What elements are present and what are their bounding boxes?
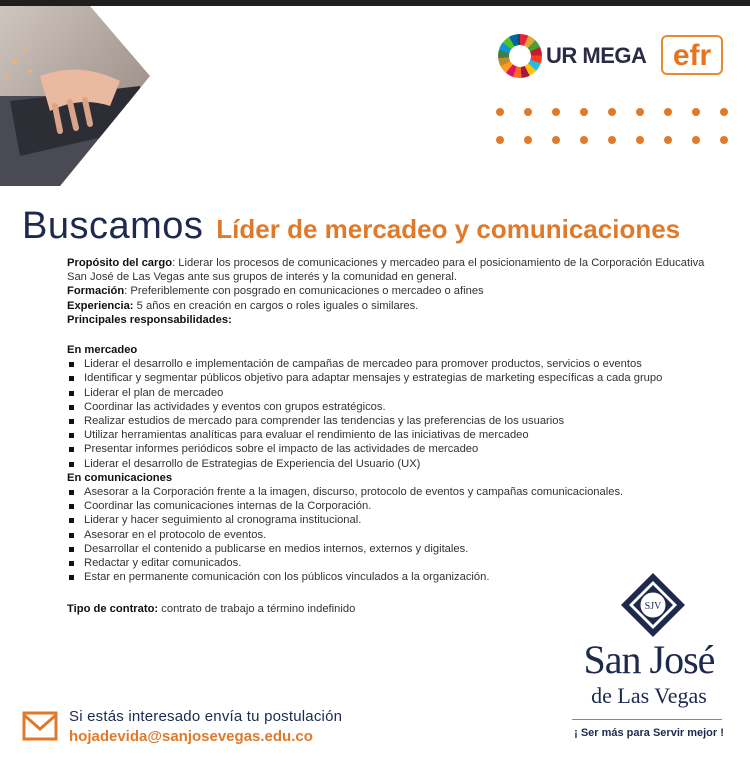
ur-mega-logo	[498, 34, 646, 78]
school-subtitle: de Las Vegas	[591, 683, 707, 708]
proposito	[67, 256, 727, 284]
formacion	[67, 284, 727, 298]
mercadeo-list	[67, 357, 727, 471]
emblem-monogram: SJV	[644, 601, 662, 612]
comunicaciones-label: En comunicaciones	[67, 471, 173, 484]
divider	[572, 719, 722, 720]
list-item: Presentar informes periódicos sobre el impacto de las actividades de mercadeo	[67, 442, 727, 456]
responsabilidades-label: Principales responsabilidades:	[67, 313, 232, 326]
page-title	[22, 205, 680, 248]
hero-image	[0, 6, 150, 186]
title-role: Líder de mercadeo y comunicaciones	[216, 214, 681, 244]
school-emblem-icon	[568, 570, 738, 640]
title-main: Buscamos	[22, 205, 204, 247]
list-item: Asesorar a la Corporación frente a la imagen, discurso, protocolo de eventos y campañas comunicacionales.	[67, 485, 727, 499]
proposito-text: : Liderar los procesos de comunicaciones y mercadeo para el posicionamiento de la Corporación Educativa San José de Las Vegas ante sus grupos de interés y la comunidad en general.	[67, 257, 705, 284]
school-slogan: ¡ Ser más para Servir mejor !	[574, 727, 724, 739]
list-item: Coordinar las comunicaciones internas de la Corporación.	[67, 499, 727, 513]
contact-block	[69, 707, 342, 747]
mercadeo-heading	[67, 343, 727, 357]
decorative-dots	[492, 104, 742, 154]
efr-logo: efr	[661, 35, 723, 75]
ur-mega-text: UR MEGA	[546, 43, 647, 68]
formacion-text: : Preferiblemente con posgrado en comunicaciones o mercadeo o afines	[124, 285, 484, 298]
list-item: Realizar estudios de mercado para comprender las tendencias y las preferencias de los usuarios	[67, 414, 727, 428]
experiencia-text: 5 años en creación en cargos o roles iguales o similares.	[133, 299, 419, 312]
list-item: Liderar el desarrollo e implementación de campañas de mercadeo para promover productos, servicios o eventos	[67, 357, 727, 371]
mercadeo-label: En mercadeo	[67, 344, 138, 357]
proposito-label: Propósito del cargo	[67, 257, 173, 269]
list-item: Liderar y hacer seguimiento al cronograma institucional.	[67, 513, 727, 527]
list-item: Utilizar herramientas analíticas para evaluar el rendimiento de las iniciativas de mercadeo	[67, 428, 727, 442]
envelope-icon	[22, 707, 58, 745]
comunicaciones-heading	[67, 471, 727, 485]
contrato-text: contrato de trabajo a término indefinido	[158, 603, 356, 616]
contact-email-link[interactable]: hojadevida@sanjosevegas.edu.co	[69, 728, 313, 745]
experiencia	[67, 299, 727, 313]
formacion-label: Formación	[67, 285, 125, 298]
list-item: Redactar y editar comunicados.	[67, 556, 727, 570]
list-item: Liderar el desarrollo de Estrategias de Experiencia del Usuario (UX)	[67, 457, 727, 471]
school-name: San José	[583, 637, 715, 682]
contact-text: Si estás interesado envía tu postulación	[69, 708, 343, 725]
sdg-wheel-icon	[498, 34, 542, 78]
list-item: Asesorar en el protocolo de eventos.	[67, 528, 727, 542]
list-item: Desarrollar el contenido a publicarse en medios internos, externos y digitales.	[67, 542, 727, 556]
job-details	[67, 256, 727, 617]
list-item: Estar en permanente comunicación con los públicos vinculados a la organización.	[67, 570, 727, 584]
experiencia-label: Experiencia:	[67, 299, 134, 312]
list-item: Identificar y segmentar públicos objetivo para adaptar mensajes y estrategias de marketing específicas a cada grupo	[67, 371, 727, 385]
list-item: Coordinar las actividades y eventos con grupos estratégicos.	[67, 400, 727, 414]
responsabilidades-heading	[67, 313, 727, 327]
contrato-label: Tipo de contrato:	[67, 603, 159, 616]
list-item: Liderar el plan de mercadeo	[67, 386, 727, 400]
